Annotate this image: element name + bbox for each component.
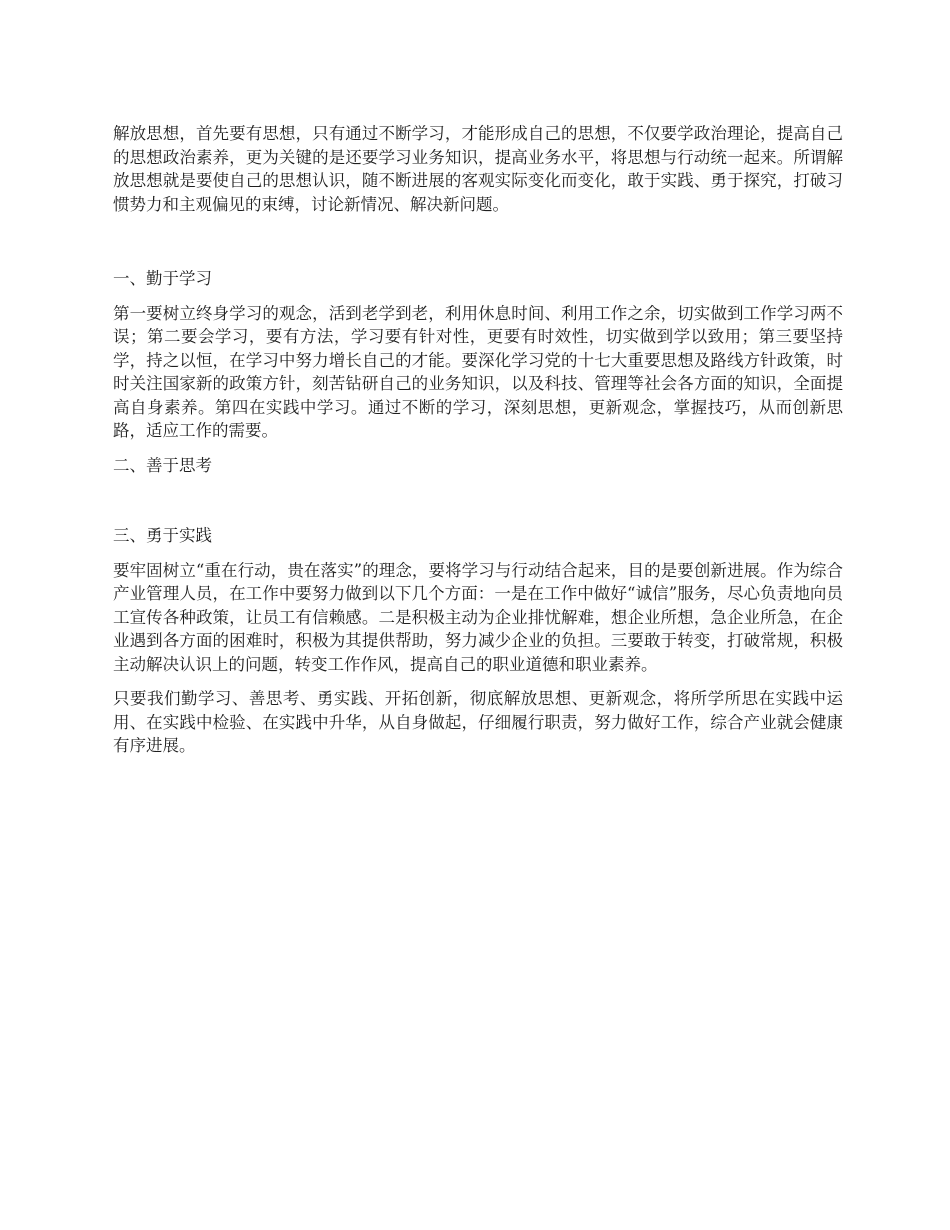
- section-heading-practice: 三、勇于实践: [113, 526, 212, 545]
- intro-paragraph: 解放思想，首先要有思想，只有通过不断学习，才能形成自己的思想，不仅要学政治理论，提高自己的思想政治素养，更为关键的是还要学习业务知识，提高业务水平，将思想与行动统一起来。所谓解放思想就是要使自己的思想认识，随不断进展的客观实际变化而变化，敢于实践、勇于探究，打破习惯势力和主观偏见的束缚，讨论新情况、解决新问题。: [113, 124, 843, 214]
- section-heading-think: 二、善于思考: [113, 455, 212, 475]
- document-page: [113, 122, 843, 758]
- conclusion-paragraph: 只要我们勤学习、善思考、勇实践、开拓创新，彻底解放思想、更新观念，将所学所思在实践中运用、在实践中检验、在实践中升华，从自身做起，仔细履行职责，努力做好工作，综合产业就会健康有序进展。: [113, 689, 843, 755]
- section-body-study: 第一要树立终身学习的观念，活到老学到老，利用休息时间、利用工作之余，切实做到工作学习两不误；第二要会学习，要有方法，学习要有针对性，更要有时效性，切实做到学以致用；第三要坚持学，持之以恒，在学习中努力增长自己的才能。要深化学习党的十七大重要思想及路线方针政策，时时关注国家新的政策方针，刻苦钻研自己的业务知识，以及科技、管理等社会各方面的知识，全面提高自身素养。第四在实践中学习。通过不断的学习，深刻思想，更新观念，掌握技巧，从而创新思路，适应工作的需要。: [113, 303, 843, 440]
- section-body-practice: 要牢固树立“重在行动，贵在落实”的理念，要将学习与行动结合起来，目的是要创新进展。作为综合产业管理人员，在工作中要努力做到以下几个方面：一是在工作中做好“诚信”服务，尽心负责地向员工宣传各种政策，让员工有信赖感。二是积极主动为企业排忧解难，想企业所想，急企业所急，在企业遇到各方面的困难时，积极为其提供帮助，努力减少企业的负担。三要敢于转变，打破常规，积极主动解决认识上的问题，转变工作作风，提高自己的职业道德和职业素养。: [113, 560, 843, 674]
- section-heading-study: 一、勤于学习: [113, 269, 212, 288]
